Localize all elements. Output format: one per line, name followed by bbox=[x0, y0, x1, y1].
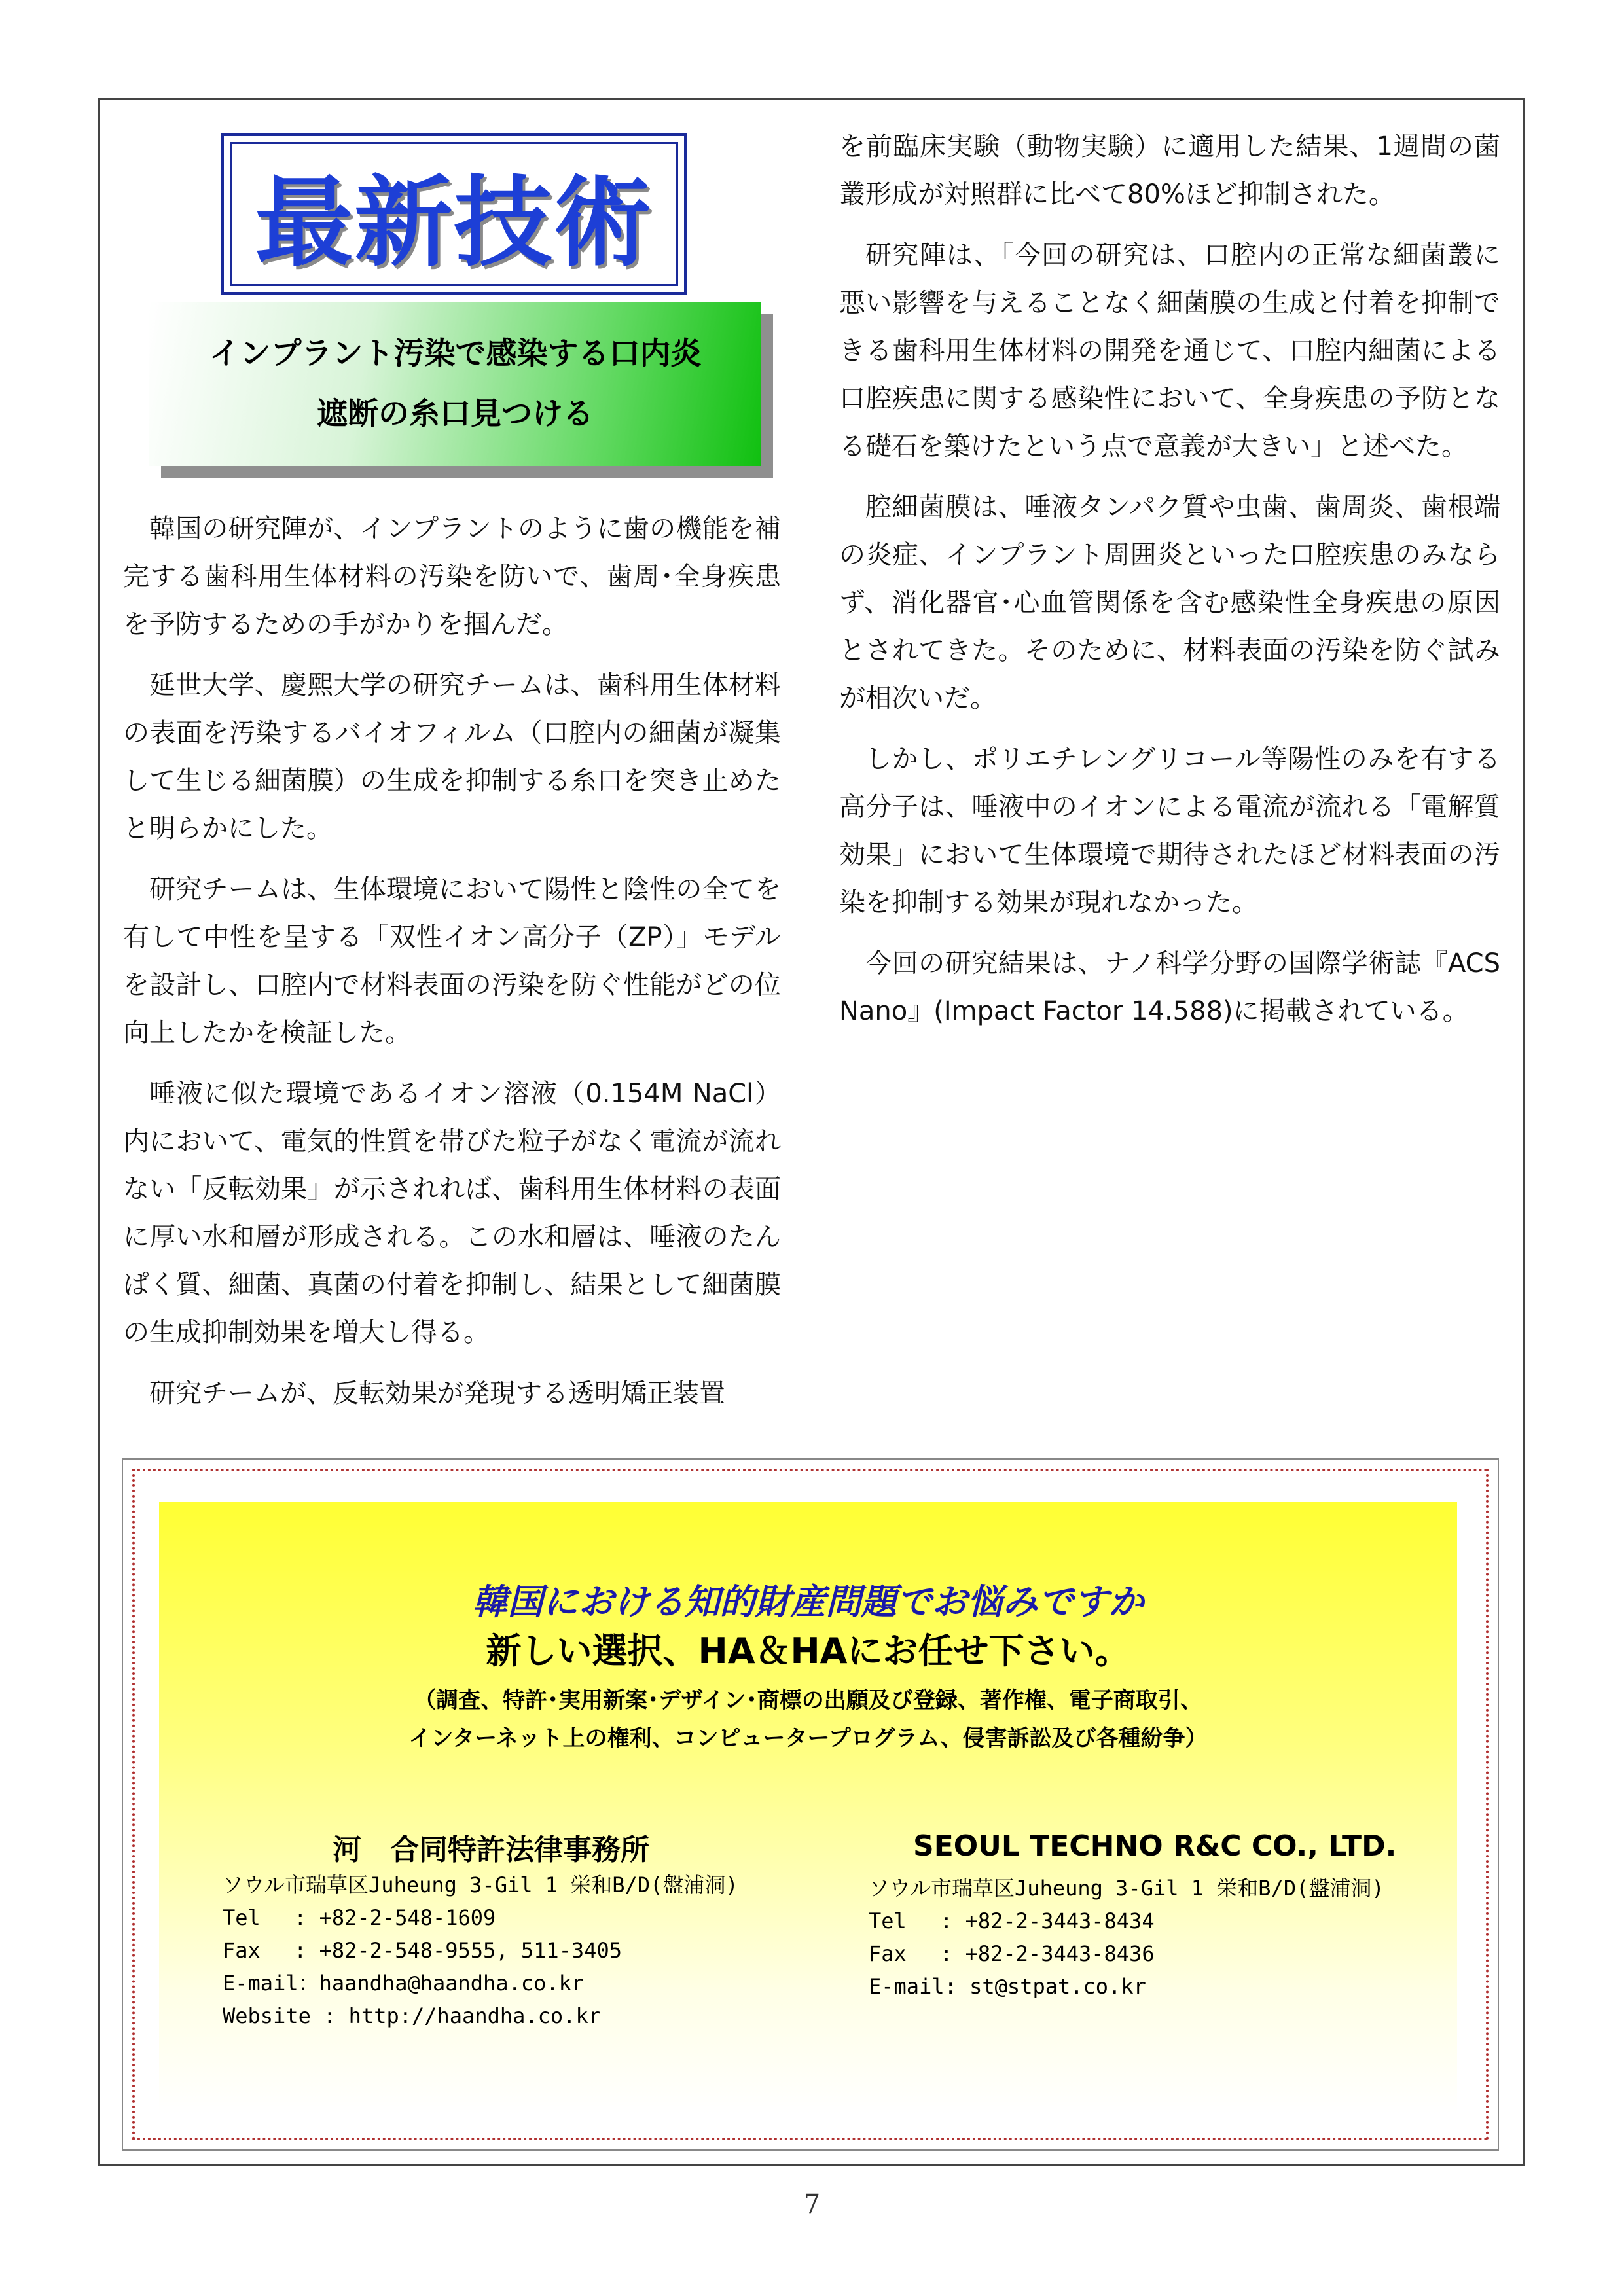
ad-services-line-2: インターネット上の権利、コンピュータープログラム、侵害訴訟及び各種紛争） bbox=[408, 1725, 1208, 1751]
ad-services-line-1: （調査、特許･実用新案･デザイン･商標の出願及び登録、著作権、電子商取引、 bbox=[414, 1687, 1202, 1713]
firm-right-fax: Fax : +82-2-3443-8436 bbox=[869, 1941, 1155, 1966]
firm-left-name: 河 合同特許法律事務所 bbox=[333, 1833, 649, 1867]
firm-left-fax: Fax : +82-2-548-9555, 511-3405 bbox=[223, 1938, 622, 1963]
article-headline bbox=[149, 302, 761, 466]
firm-left-website[interactable]: Website : http://haandha.co.kr bbox=[223, 2003, 601, 2028]
article-paragraph: 唾液に似た環境であるイオン溶液（0.154M NaCl）内において、電気的性質を帯びた粒子がなく電流が流れない「反転効果」が示されれば、歯科用生体材料の表面に厚い水和層が形成される。この水和層は、唾液のたんぱく質、細菌、真菌の付着を抑制し、結果として細菌膜の生成抑制効果を増大し得る。 bbox=[123, 1079, 781, 1348]
article-paragraph-continuation: を前臨床実験（動物実験）に適用した結果、1週間の菌叢形成が対照群に比べて80%ほど抑制された。 bbox=[839, 132, 1500, 209]
firm-right-address: ソウル市瑞草区Juheung 3-Gil 1 栄和B/D(盤浦洞) bbox=[869, 1876, 1384, 1901]
firm-right-email[interactable]: E-mail: st@stpat.co.kr bbox=[869, 1974, 1146, 1999]
firm-left-contact bbox=[223, 1869, 738, 2032]
firm-right-contact bbox=[869, 1872, 1384, 2003]
firm-right-tel: Tel : +82-2-3443-8434 bbox=[869, 1909, 1155, 1933]
firm-left-address: ソウル市瑞草区Juheung 3-Gil 1 栄和B/D(盤浦洞) bbox=[223, 1873, 738, 1897]
firm-right-name: SEOUL TECHNO R&C CO., LTD. bbox=[913, 1829, 1397, 1863]
article-left-column bbox=[123, 505, 781, 1431]
article-right-column bbox=[839, 123, 1500, 1049]
section-heading-box bbox=[221, 133, 687, 295]
page-number: 7 bbox=[803, 2189, 821, 2219]
ad-tagline: 新しい選択、HA＆HAにお任せ下さい。 bbox=[486, 1630, 1130, 1672]
firm-left-tel: Tel : +82-2-548-1609 bbox=[223, 1905, 496, 1930]
article-paragraph: 延世大学、慶煕大学の研究チームは、歯科用生体材料の表面を汚染するバイオフィルム（口腔内の細菌が凝集して生じる細菌膜）の生成を抑制する糸口を突き止めたと明らかにした。 bbox=[123, 670, 781, 844]
article-paragraph: しかし、ポリエチレングリコール等陽性のみを有する高分子は、唾液中のイオンによる電流が流れる「電解質効果」において生体環境で期待されたほど材料表面の汚染を抑制する効果が現れなかった。 bbox=[839, 744, 1500, 918]
article-paragraph: 腔細菌膜は、唾液タンパク質や虫歯、歯周炎、歯根端の炎症、インプラント周囲炎といった口腔疾患のみならず、消化器官･心血管関係を含む感染性全身疾患の原因とされてきた。そのために、材料表面の汚染を防ぐ試みが相次いだ。 bbox=[839, 492, 1500, 713]
article-paragraph: 研究陣は、「今回の研究は、口腔内の正常な細菌叢に悪い影響を与えることなく細菌膜の生成と付着を抑制できる歯科用生体材料の開発を通じて、口腔内細菌による口腔疾患に関する感染性において、全身疾患の予防となる礎石を築けたという点で意義が大きい」と述べた。 bbox=[839, 240, 1500, 461]
article-paragraph: 研究チームが、反転効果が発現する透明矯正装置 bbox=[149, 1378, 725, 1408]
headline-line-1: インプラント汚染で感染する口内炎 bbox=[209, 336, 702, 372]
article-paragraph: 韓国の研究陣が、インプラントのように歯の機能を補完する歯科用生体材料の汚染を防いで、歯周･全身疾患を予防するための手がかりを掴んだ。 bbox=[123, 514, 781, 639]
article-paragraph: 今回の研究結果は、ナノ科学分野の国際学術誌『ACS Nano』(Impact Factor 14.588)に掲載されている。 bbox=[839, 948, 1500, 1026]
section-heading-inner bbox=[230, 142, 678, 286]
headline-line-2: 遮断の糸口見つける bbox=[317, 396, 594, 432]
section-title: 最新技術 bbox=[255, 166, 653, 280]
ad-headline: 韓国における知的財産問題でお悩みですか bbox=[472, 1581, 1144, 1623]
firm-left-email[interactable]: E-mail：haandha@haandha.co.kr bbox=[223, 1971, 585, 1996]
article-paragraph: 研究チームは、生体環境において陽性と陰性の全てを有して中性を呈する「双性イオン高分子（ZP）」モデルを設計し、口腔内で材料表面の汚染を防ぐ性能がどの位向上したかを検証した。 bbox=[123, 874, 781, 1048]
